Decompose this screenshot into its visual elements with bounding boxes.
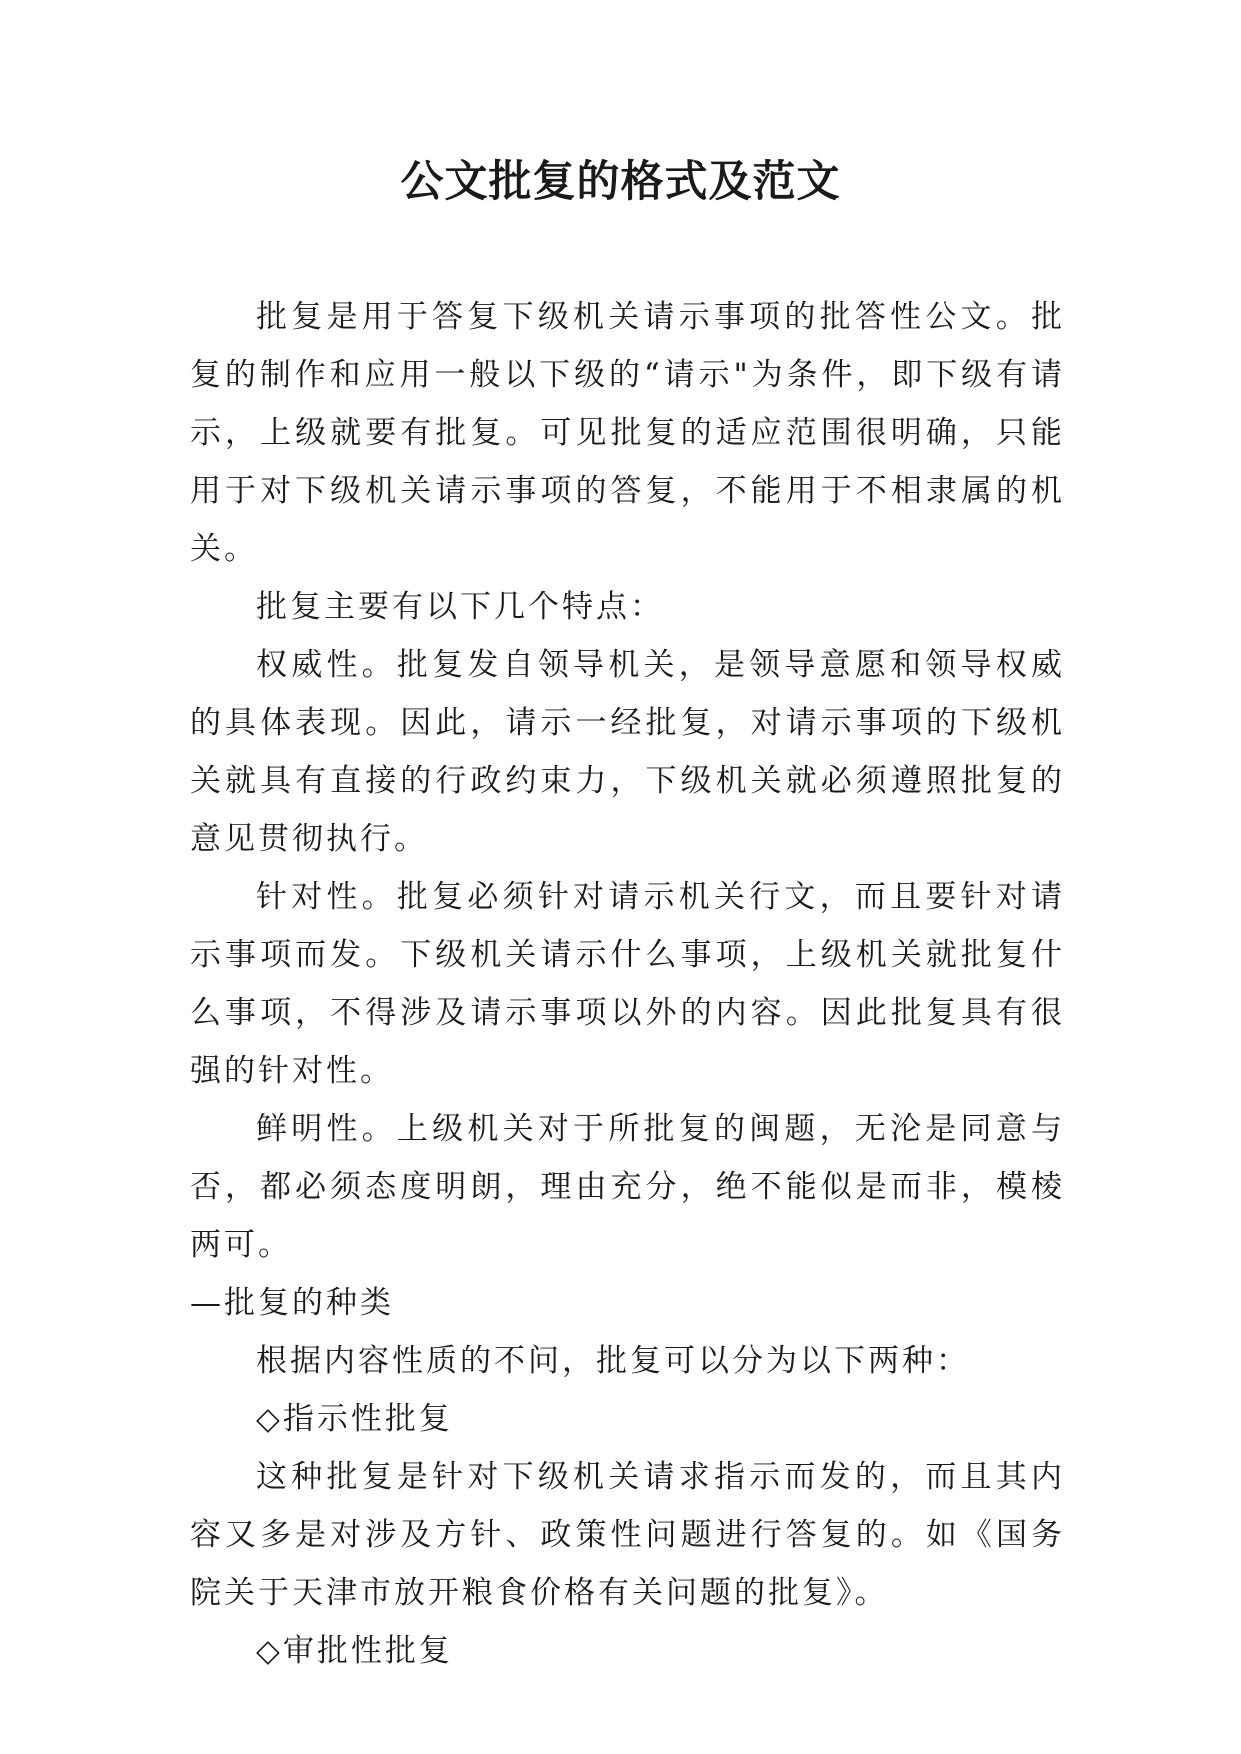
section-heading-types: —批复的种类 bbox=[190, 1285, 394, 1321]
paragraph-intro: 批复是用于答复下级机关请示事项的批答性公文。批复的制作和应用一般以下级的“请示"为条件，即下级有请示，上级就要有批复。可见批复的适应范围很明确，只能用于对下级机关请示事项的答复，不能用于不相隶属的机关。 bbox=[190, 299, 1065, 567]
paragraph-pertinence: 针对性。批复必须针对请示机关行文，而且要针对请示事项而发。下级机关请示什么事项，上级机关就批复什么事项，不得涉及请示事项以外的内容。因此批复具有很强的针对性。 bbox=[190, 879, 1065, 1089]
subheading-approval-reply: ◇审批性批复 bbox=[256, 1633, 453, 1669]
document-body bbox=[190, 288, 1065, 1680]
paragraph-types-intro: 根据内容性质的不问，批复可以分为以下两种： bbox=[256, 1343, 970, 1379]
paragraph-clarity: 鲜明性。上级机关对于所批复的闽题，无沦是同意与否，都必须态度明朗，理由充分，绝不能似是而非，模棱两可。 bbox=[190, 1111, 1065, 1263]
paragraph-features-heading: 批复主要有以下几个特点： bbox=[256, 589, 664, 625]
paragraph-authority: 权威性。批复发自领导机关，是领导意愿和领导权威的具体表现。因此，请示一经批复，对请示事项的下级机关就具有直接的行政约束力，下级机关就必须遵照批复的意见贯彻执行。 bbox=[190, 647, 1065, 857]
subheading-directive-reply: ◇指示性批复 bbox=[256, 1401, 453, 1437]
document-title: 公文批复的格式及范文 bbox=[400, 157, 841, 207]
paragraph-directive-reply: 这种批复是针对下级机关请求指示而发的，而且其内容又多是对涉及方针、政策性问题进行答复的。如《国务院关于天津市放开粮食价格有关问题的批复》。 bbox=[190, 1459, 1065, 1611]
